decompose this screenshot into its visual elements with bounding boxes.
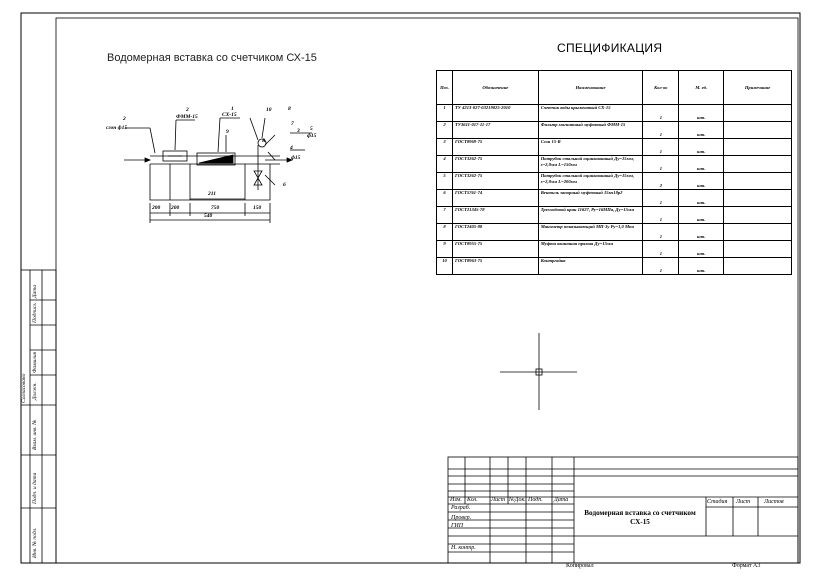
tb-title: Водомерная вставка со счетчиком СХ-15 (584, 509, 696, 526)
spec-cell-pos: 10 (437, 258, 453, 275)
spec-cell-name: Муфта ввинтная прямая Ду=15мм (538, 241, 643, 258)
spec-cell-qty: 1 (643, 156, 679, 173)
spec-cell-code: ТУ 4213-027-03219025-2010 (452, 105, 538, 122)
spec-cell-name: Патрубок стальной оцинкованный Ду=15мм, s=2,8мм L=200мм (538, 173, 643, 190)
tb-role-gip: ГИП (451, 523, 464, 529)
tb-header-doc: №Док. (509, 497, 526, 503)
tb-header-kol: Кол. (467, 497, 478, 503)
side-vzam: Взам. инв. № (32, 419, 38, 450)
label-d15b: ф15 (291, 155, 301, 161)
callout-3: 3 (297, 128, 300, 134)
spec-cell-code: ГОСТ3262-75 (452, 156, 538, 173)
table-row (437, 241, 792, 258)
side-familiya: Фамилия (32, 351, 38, 373)
dim-200-a: 200 (152, 205, 161, 211)
spec-cell-pos: 3 (437, 139, 453, 156)
spec-cell-pos: 4 (437, 156, 453, 173)
tb-header-sign: Подп. (528, 497, 543, 503)
spec-header-name: Наименование (538, 71, 643, 105)
spec-cell-qty: 1 (643, 224, 679, 241)
spec-cell-unit: шт. (679, 105, 724, 122)
spec-cell-unit: шт. (679, 224, 724, 241)
spec-cell-qty: 1 (643, 258, 679, 275)
spec-cell-code: ГОСТ5761-74 (452, 190, 538, 207)
table-row (437, 258, 792, 275)
callout-4: 4 (290, 145, 293, 151)
spec-cell-unit: шт. (679, 173, 724, 190)
spec-cell-unit: шт. (679, 207, 724, 224)
side-data: Дата (32, 284, 38, 298)
spec-header-unit: М. ед. (679, 71, 724, 105)
spec-header-qty: Кол-во (643, 71, 679, 105)
callout-2b: 2 (186, 107, 189, 113)
spec-cell-name: Контргайка (538, 258, 643, 275)
spec-cell-pos: 6 (437, 190, 453, 207)
side-stamp (21, 270, 56, 563)
callout-7: 7 (291, 121, 294, 127)
spec-cell-name: Трехходовой кран 11б27, Ру=16МПа, Ду=15мм (538, 207, 643, 224)
dim-total: 540 (204, 213, 213, 219)
dim-150: 150 (253, 205, 262, 211)
spec-cell-qty: 1 (643, 241, 679, 258)
callout-6: 6 (283, 182, 286, 188)
spec-cell-pos: 2 (437, 122, 453, 139)
dim-200-b: 200 (171, 205, 180, 211)
spec-cell-qty: 2 (643, 173, 679, 190)
spec-cell-pos: 9 (437, 241, 453, 258)
spec-header-code: Обозначение (452, 71, 538, 105)
spec-cell-code: ГОСТ21345-78 (452, 207, 538, 224)
spec-cell-qty: 1 (643, 190, 679, 207)
spec-cell-name: Манометр показывающий МП-3у Ру=1,0 Мпа (538, 224, 643, 241)
spec-cell-unit: шт. (679, 122, 724, 139)
spec-cell-code: ГОСТ8969-75 (452, 139, 538, 156)
table-row (437, 207, 792, 224)
table-row (437, 156, 792, 173)
callout-10: 10 (266, 107, 272, 113)
tb-role-check: Провер. (451, 515, 472, 521)
spec-cell-code: ГОСТ8955-75 (452, 241, 538, 258)
dim-750: 750 (211, 205, 220, 211)
callout-2: 2 (123, 116, 126, 122)
tb-header-list: Лист (491, 497, 506, 503)
spec-cell-note (724, 173, 792, 190)
spec-cell-unit: шт. (679, 139, 724, 156)
spec-cell-note (724, 156, 792, 173)
spec-cell-code: ГОСТ3262-75 (452, 173, 538, 190)
drawing-title: Водомерная вставка со счетчиком СХ-15 (107, 52, 317, 64)
spec-cell-pos: 5 (437, 173, 453, 190)
tb-format: Формат А3 (732, 563, 761, 569)
spec-cell-name: Счетчик воды крыльчатый СХ-15 (538, 105, 643, 122)
spec-cell-note (724, 190, 792, 207)
spec-cell-code: ГОСТ2405-88 (452, 224, 538, 241)
label-sgon: сгон ф15 (106, 125, 128, 131)
spec-cell-code: ТУ3611-017-11-17 (452, 122, 538, 139)
spec-cell-note (724, 207, 792, 224)
side-podp: Подп. и дата (32, 472, 38, 504)
spec-header-pos: Поз. (437, 71, 453, 105)
spec-cell-name: Фильтр магнитный муфтовый ФММ-15 (538, 122, 643, 139)
label-r: R (262, 139, 266, 144)
spec-cell-unit: шт. (679, 190, 724, 207)
tb-stage: Стадия (707, 499, 728, 505)
spec-cell-name: Сгон 15-R (538, 139, 643, 156)
tb-copied: Копировал (566, 563, 594, 569)
spec-cell-qty: 1 (643, 139, 679, 156)
spec-cell-note (724, 241, 792, 258)
spec-cell-note (724, 258, 792, 275)
callout-5: 5 (310, 126, 313, 132)
table-row (437, 224, 792, 241)
spec-cell-name: Вентиль запорный муфтовый 15кч18р2 (538, 190, 643, 207)
label-cx: СХ-15 (222, 112, 237, 118)
spec-cell-pos: 8 (437, 224, 453, 241)
callout-9: 9 (226, 129, 229, 135)
side-inv: Инв. № подл. (32, 527, 38, 558)
spec-cell-note (724, 122, 792, 139)
tb-role-dev: Разраб. (451, 505, 471, 511)
spec-title: СПЕЦИФИКАЦИЯ (557, 41, 663, 55)
table-row (437, 190, 792, 207)
spec-cell-pos: 1 (437, 105, 453, 122)
tb-header-izm: Изм. (450, 497, 462, 503)
spec-cell-unit: шт. (679, 258, 724, 275)
table-row (437, 122, 792, 139)
crosshair-cursor (500, 333, 577, 410)
tb-sheets: Листов (764, 499, 784, 505)
spec-cell-note (724, 105, 792, 122)
spec-cell-unit: шт. (679, 241, 724, 258)
side-dolzhn: Должн. (32, 382, 38, 400)
tb-header-date: Дата (554, 497, 569, 503)
callout-8: 8 (288, 106, 291, 112)
tb-role-ncontrol: Н. контр. (451, 545, 476, 551)
spec-cell-name: Патрубок стальной оцинкованный Ду=15мм, s=2,8мм L=150мм (538, 156, 643, 173)
spec-cell-code: ГОСТ8963-75 (452, 258, 538, 275)
table-row (437, 139, 792, 156)
spec-cell-pos: 7 (437, 207, 453, 224)
spec-cell-unit: шт. (679, 156, 724, 173)
label-d15a: ф15 (307, 133, 317, 139)
spec-table (436, 70, 792, 275)
spec-cell-qty: 1 (643, 122, 679, 139)
spec-cell-qty: 1 (643, 207, 679, 224)
table-row (437, 105, 792, 122)
tb-sheet: Лист (736, 499, 751, 505)
table-row (437, 173, 792, 190)
side-soglasovano: Согласовано (21, 373, 27, 403)
spec-cell-qty: 1 (643, 105, 679, 122)
label-fmm: ФММ-15 (176, 114, 198, 120)
dim-211: 211 (208, 191, 216, 197)
spec-cell-note (724, 224, 792, 241)
side-podpis: Подпись (32, 303, 38, 323)
spec-cell-note (724, 139, 792, 156)
callout-1: 1 (231, 106, 234, 112)
spec-header-note: Примечание (724, 71, 792, 105)
